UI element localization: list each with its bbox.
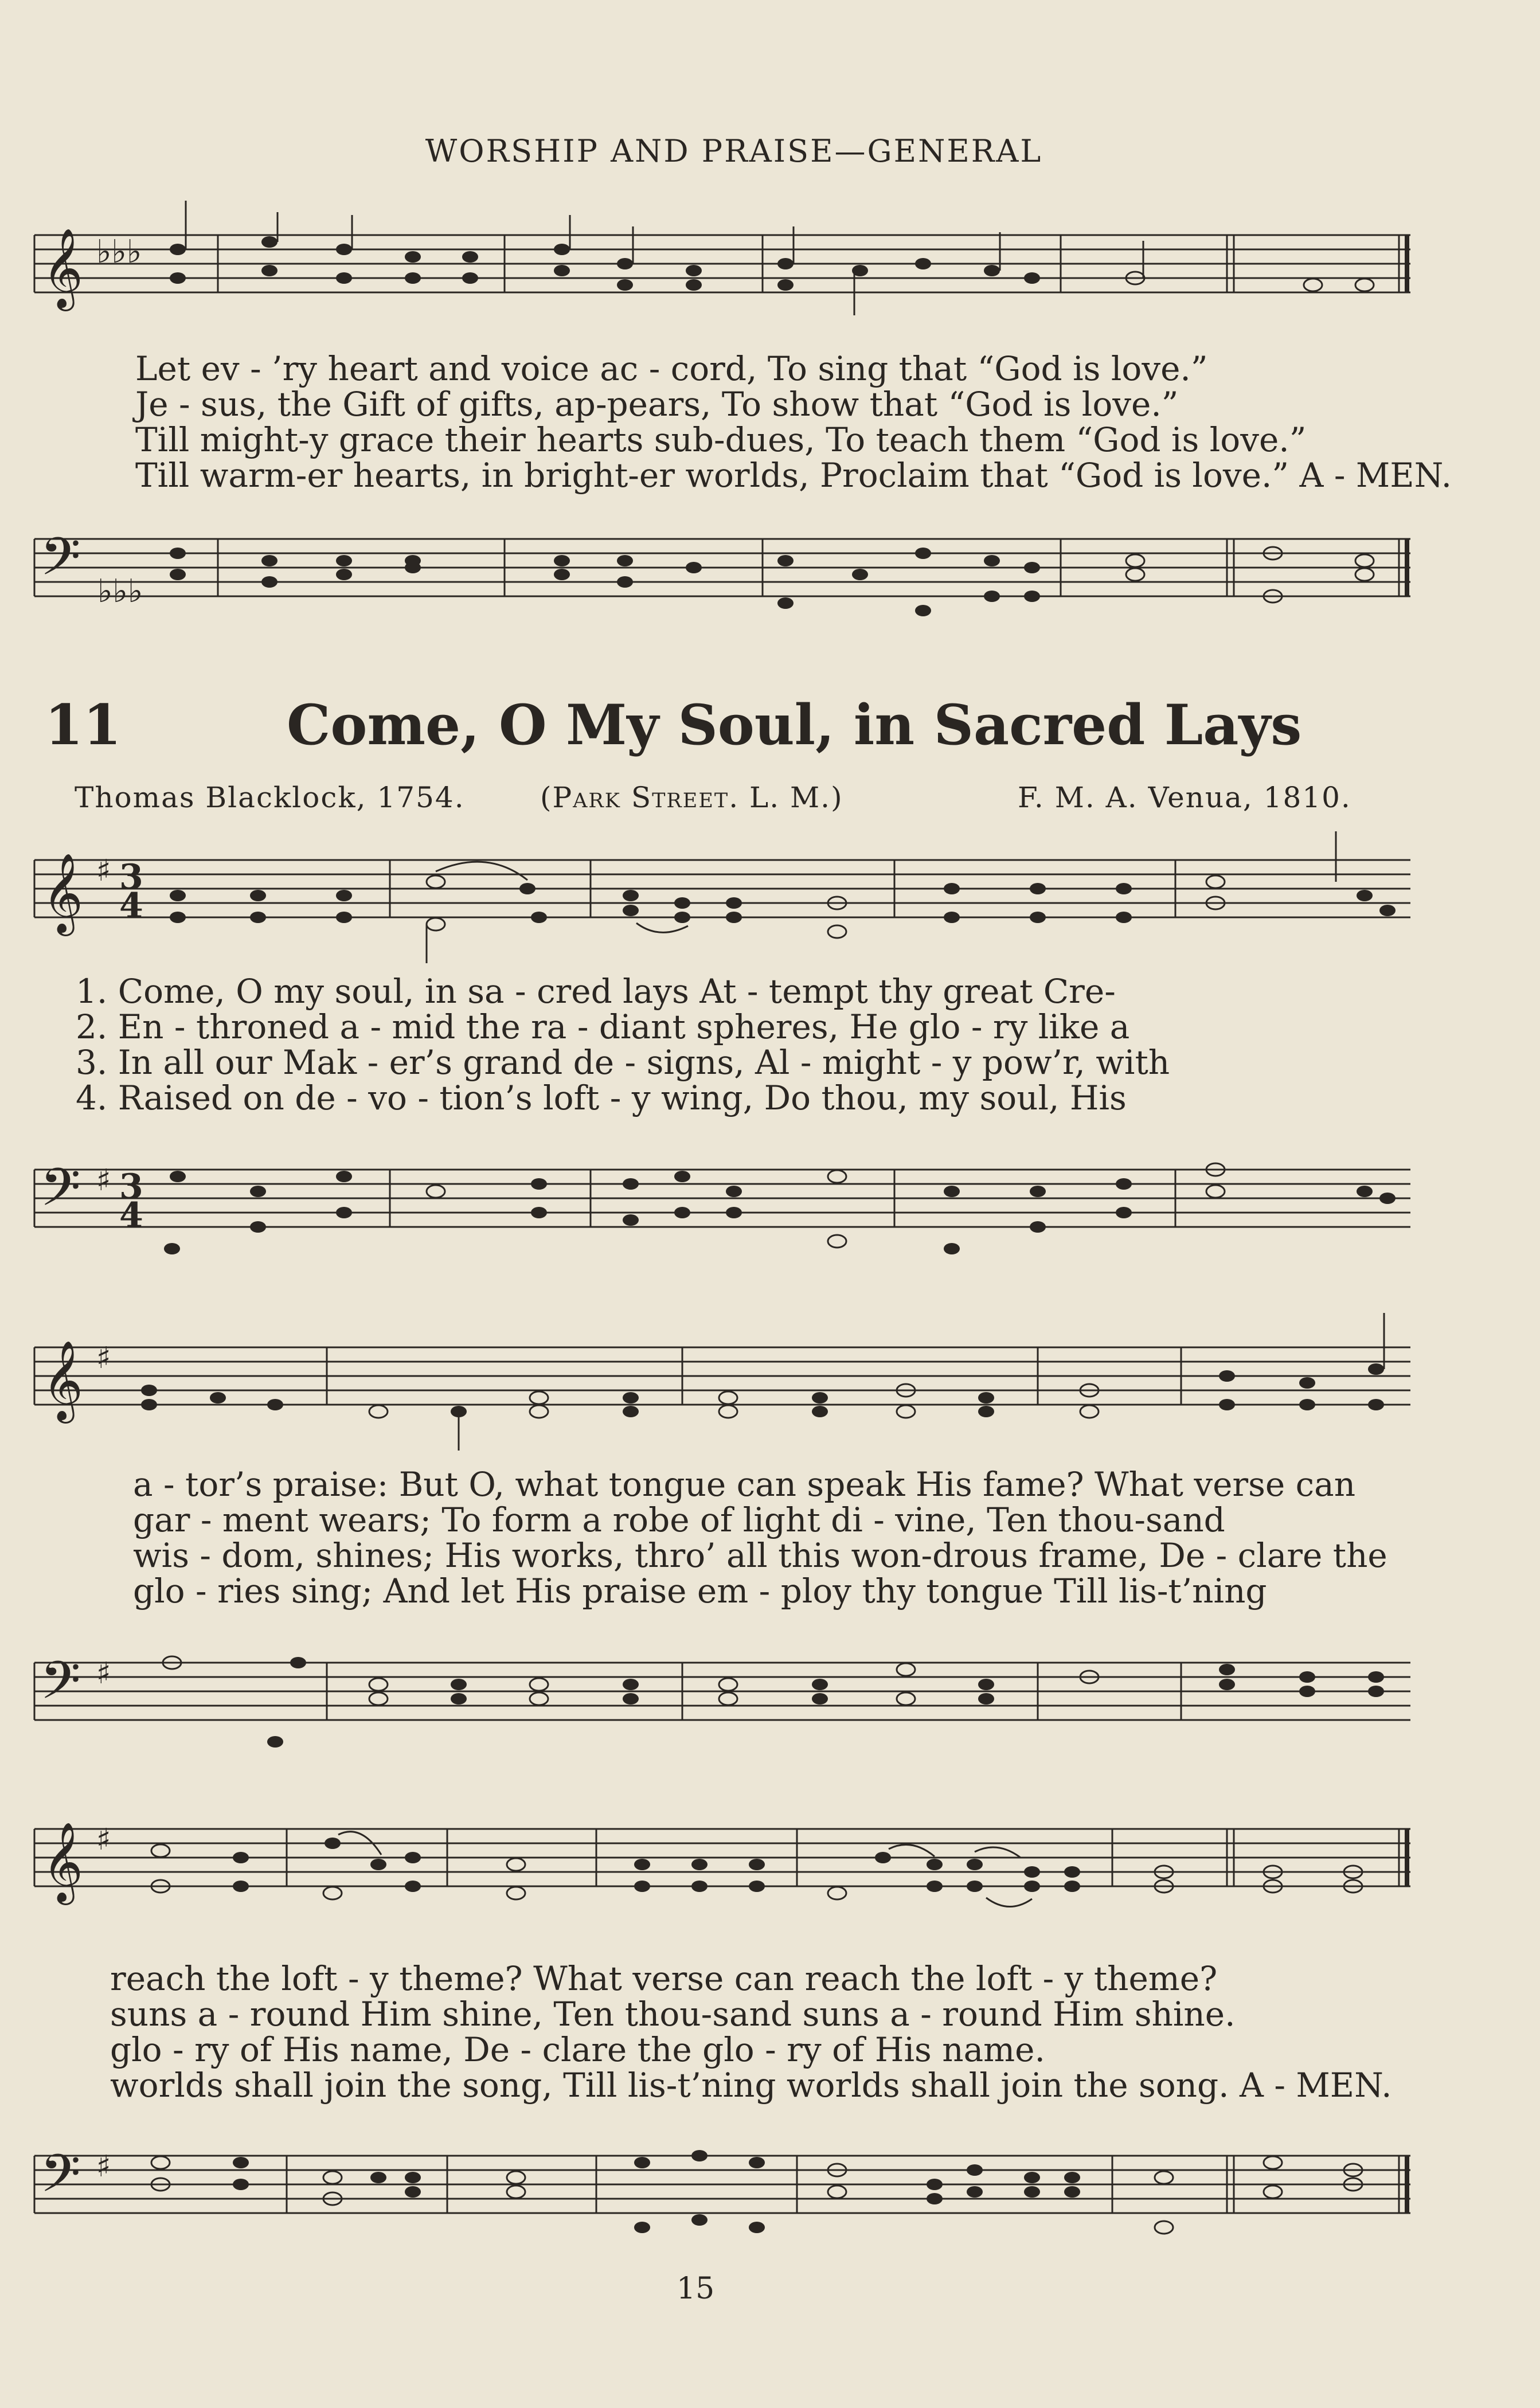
bass-staff-prev (34, 505, 1422, 642)
svg-text:♭♭♭: ♭♭♭ (96, 233, 142, 271)
svg-text:♭♭♭: ♭♭♭ (97, 573, 143, 610)
svg-text:4: 4 (119, 1195, 143, 1236)
bass-staff-system-3 (34, 2110, 1422, 2270)
svg-text:4: 4 (119, 886, 143, 926)
svg-text:𝄞: 𝄞 (42, 853, 83, 933)
bass-staff-system-1 (34, 1124, 1422, 1296)
hymn-11-system-3-verse-3: glo - ry of His name, De - clare the glo - ry of His name. (110, 2030, 1045, 2069)
svg-text:♯: ♯ (96, 1656, 111, 1691)
svg-text:♯: ♯ (96, 854, 111, 888)
hymn-11-system-3-verse-1: reach the loft - y theme? What verse can reach the loft - y theme? (110, 1959, 1218, 1998)
svg-text:𝄞: 𝄞 (42, 1340, 83, 1420)
svg-text:♯: ♯ (96, 1163, 111, 1198)
treble-staff-system-1 (34, 826, 1422, 975)
svg-text:3: 3 (119, 1167, 143, 1207)
bass-staff-system-2 (34, 1617, 1422, 1777)
treble-staff-system-3 (34, 1806, 1422, 1955)
svg-text:𝄢: 𝄢 (40, 526, 81, 600)
hymn-composer: F. M. A. Venua, 1810. (1018, 781, 1351, 814)
svg-text:♯: ♯ (96, 2149, 111, 2184)
hymn-11-system-1-verse-1: 1. Come, O my soul, in sa - cred lays At - tempt thy great Cre- (76, 972, 1116, 1011)
hymn-author: Thomas Blacklock, 1754. (75, 781, 465, 814)
hymn-title: Come, O My Soul, in Sacred Lays (287, 693, 1302, 757)
hymn-11-system-2-verse-1: a - tor’s praise: But O, what tongue can speak His fame? What verse can (133, 1465, 1356, 1504)
hymn-11-system-2-verse-3: wis - dom, shines; His works, thro’ all this won-drous frame, De - clare the (133, 1536, 1387, 1575)
prev-hymn-verse-2: Je - sus, the Gift of gifts, ap-pears, To show that “God is love.” (135, 385, 1179, 424)
treble-staff-system-2 (34, 1313, 1422, 1473)
hymn-11-system-3-verse-4: worlds shall join the song, Till lis-t’ning worlds shall join the song. A - MEN. (110, 2066, 1392, 2105)
hymn-11-system-2-verse-4: glo - ries sing; And let His praise em - ploy thy tongue Till lis-t’ning (133, 1572, 1267, 1610)
hymn-11-system-1-verse-2: 2. En - throned a - mid the ra - diant spheres, He glo - ry like a (76, 1007, 1130, 1046)
hymn-11-system-1-verse-3: 3. In all our Mak - er’s grand de - signs, Al - might - y pow’r, with (76, 1043, 1170, 1082)
treble-staff-prev (34, 218, 1422, 333)
prev-hymn-verse-4: Till warm-er hearts, in bright-er worlds, Proclaim that “God is love.” A - MEN. (135, 456, 1452, 495)
hymn-tune: (Park Street. L. M.) (540, 781, 843, 814)
svg-text:𝄞: 𝄞 (42, 1822, 83, 1902)
hymn-11-system-2-verse-2: gar - ment wears; To form a robe of light di - vine, Ten thou-sand (133, 1500, 1225, 1539)
prev-hymn-verse-3: Till might-y grace their hearts sub-dues, To teach them “God is love.” (135, 420, 1307, 459)
hymn-number: 11 (45, 693, 122, 757)
hymn-11-system-1-verse-4: 4. Raised on de - vo - tion’s loft - y wing, Do thou, my soul, His (76, 1078, 1127, 1117)
svg-text:𝄢: 𝄢 (40, 1650, 81, 1723)
svg-text:𝄞: 𝄞 (42, 228, 83, 308)
svg-text:𝄢: 𝄢 (40, 2143, 81, 2217)
prev-hymn-verse-1: Let ev - ’ry heart and voice ac - cord, To sing that “God is love.” (135, 349, 1208, 388)
hymn-11-system-3-verse-2: suns a - round Him shine, Ten thou-sand suns a - round Him shine. (110, 1995, 1236, 2034)
svg-text:♯: ♯ (96, 1341, 111, 1375)
page-header: WORSHIP AND PRAISE—GENERAL (425, 133, 1043, 169)
svg-text:♯: ♯ (96, 1823, 111, 1857)
svg-text:3: 3 (119, 857, 143, 897)
svg-text:𝄢: 𝄢 (40, 1157, 81, 1230)
page-number: 15 (677, 2272, 715, 2306)
